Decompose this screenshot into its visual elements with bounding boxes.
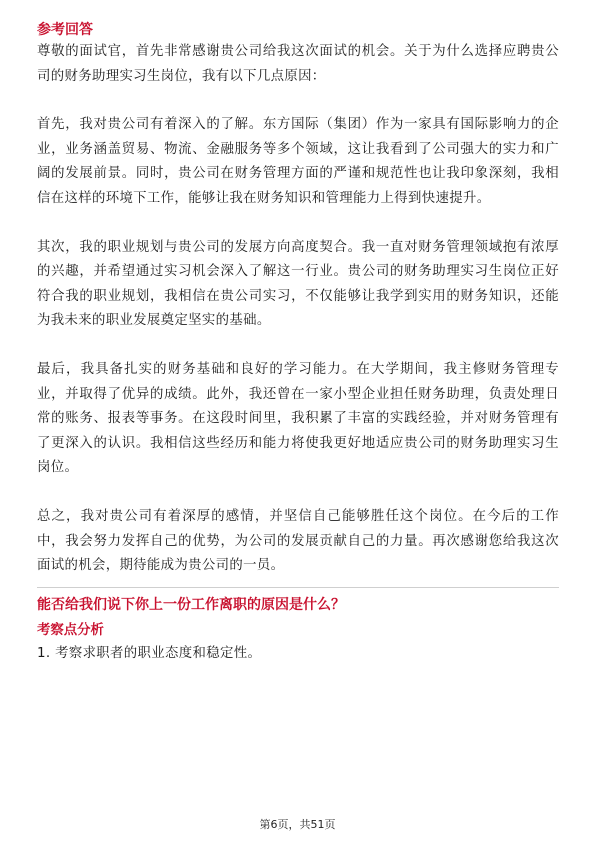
analysis-item: 1. 考察求职者的职业态度和稳定性。 <box>37 645 262 661</box>
answer-paragraph-second: 其次，我的职业规划与贵公司的发展方向高度契合。我一直对财务管理领域抱有浓厚的兴趣，并希望通过实习机会深入了解这一行业。贵公司的财务助理实习生岗位正好符合我的职业规划，我相信在贵公司实习，不仅能够让我学到实用的财务知识，还能为我未来的职业发展奠定坚实的基础。 <box>37 239 559 329</box>
next-question-heading: 能否给我们说下你上一份工作离职的原因是什么？ <box>37 596 345 613</box>
page-content <box>37 20 559 666</box>
page-number-footer: 第6页，共51页 <box>259 818 336 831</box>
reference-answer-heading: 参考回答 <box>37 22 93 38</box>
section-divider <box>37 587 559 588</box>
answer-paragraph-conclusion: 总之，我对贵公司有着深厚的感情，并坚信自己能够胜任这个岗位。在今后的工作中，我会努力发挥自己的优势，为公司的发展贡献自己的力量。再次感谢您给我这次面试的机会，期待能成为贵公司的一员。 <box>37 508 559 574</box>
answer-intro-paragraph: 尊敬的面试官，首先非常感谢贵公司给我这次面试的机会。关于为什么选择应聘贵公司的财务助理实习生岗位，我有以下几点原因： <box>37 44 559 84</box>
answer-paragraph-last: 最后，我具备扎实的财务基础和良好的学习能力。在大学期间，我主修财务管理专业，并取得了优异的成绩。此外，我还曾在一家小型企业担任财务助理，负责处理日常的账务、报表等事务。在这段时间里，我积累了丰富的实践经验，并对财务管理有了更深入的认识。我相信这些经历和能力将使我更好地适应贵公司的财务助理实习生岗位。 <box>37 361 559 476</box>
answer-paragraph-first: 首先，我对贵公司有着深入的了解。东方国际（集团）作为一家具有国际影响力的企业，业务涵盖贸易、物流、金融服务等多个领域，这让我看到了公司强大的实力和广阔的发展前景。同时，贵公司在财务管理方面的严谨和规范性也让我印象深刻，我相信在这样的环境下工作，能够让我在财务知识和管理能力上得到快速提升。 <box>37 117 559 206</box>
analysis-heading: 考察点分析 <box>37 622 104 638</box>
